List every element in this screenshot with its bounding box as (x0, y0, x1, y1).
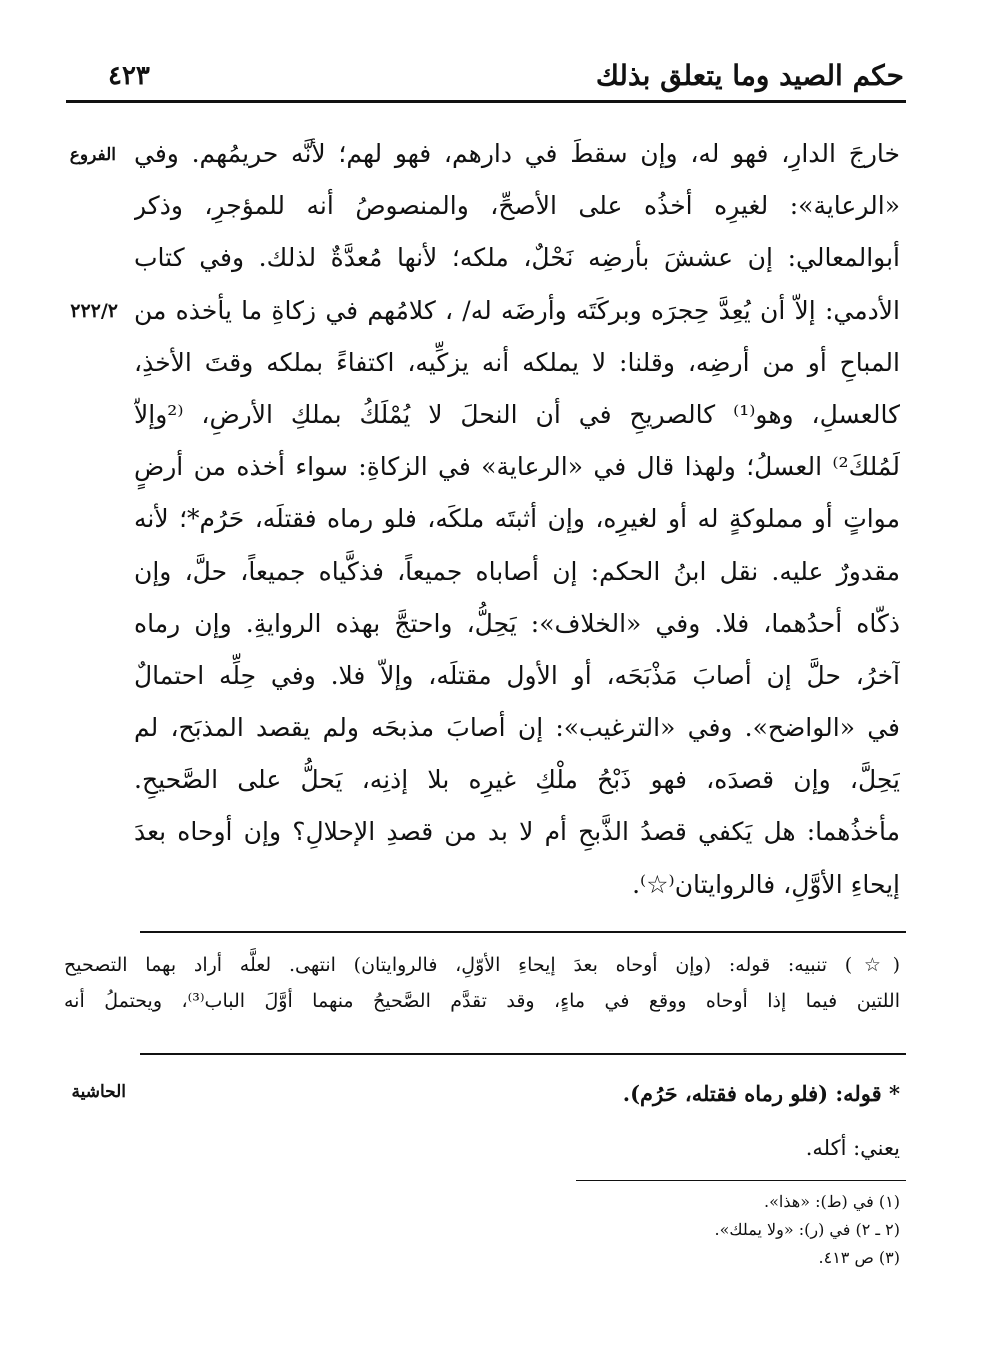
page-number: ٤٢٣ (108, 61, 150, 91)
main-text-line: مقدورٌ عليه. نقل ابنُ الحكم: إن أصاباه جميعاً، فذكَّياه جميعاً، حلَّ، وإن (134, 556, 900, 586)
main-text-line: المباحِ أو من أرضِه، وقلنا: لا يملكه أنه يزكِّيه، اكتفاءً بملكه وقتَ الأخذِ، (134, 347, 900, 377)
section-divider (140, 1053, 906, 1055)
footnote: (٣) ص ٤١٣. (818, 1248, 900, 1267)
section-divider (140, 931, 906, 933)
running-header-title: حكم الصيد وما يتعلق بذلك (595, 59, 904, 92)
margin-label-furu: الفروع (69, 145, 116, 165)
main-text-line: لَمُلكَ²⁾ العسلُ؛ ولهذا قال في «الرعاية» في الزكاةِ: سواء أخذه من أرضٍ (134, 452, 900, 482)
main-text-line: مأخذُهما: هل يَكفي قصدُ الذَّبحِ أم لا بد من قصدِ الإحلالِ؟ وإن أوحاه بعدَ (134, 817, 900, 847)
footnote: (١) في (ط): «هذا». (764, 1192, 900, 1211)
tanbih-note (64, 947, 900, 1019)
footnote-divider (576, 1180, 906, 1181)
margin-label-hashiya: الحاشية (71, 1082, 126, 1102)
main-text-line: كالعسلِ، وهو⁽¹⁾ كالصريحِ في أن النحلَ لا يُمْلَكُ بملكِ الأرضِ، ⁽²وإلاّ (134, 399, 900, 429)
tanbih-line: اللتين فيما إذا أوحاه ووقع في ماءٍ، وقد تقدَّم الصَّحيحُ منهما أوَّلَ الباب⁽³⁾، ويحتملُ أنه (64, 990, 900, 1012)
main-text-line: آخرُ، حلَّ إن أصابَ مَذْبَحَه، أو الأول مقتلَه، وإلاّ فلا. وفي حِلِّه احتمالٌ (134, 660, 900, 690)
hashiya-explanation: يعني: أكله. (805, 1136, 900, 1160)
main-text-line: الأدمي: إلاّ أن يُعِدَّ حِجرَه وبركَتَه وأرضَه له/ ، كلامُهم في زكاةِ ما يأخذه من (134, 295, 900, 325)
footnotes (200, 1188, 900, 1272)
main-text-line: «الرعاية»: لغيرِه أخذُه على الأصحِّ، والمنصوصُ أنه للمؤجرِ، وذكر (134, 191, 900, 221)
hashiya-quote: * قوله: (فلو رماه فقتله، حَرُم). (622, 1081, 900, 1106)
footnote: (٢ ـ ٢) في (ر): «ولا يملك». (714, 1220, 900, 1239)
main-text-line: ذكّاه أحدُهما، فلا. وفي «الخلاف»: يَحِلُّ، واحتجَّ بهذه الروايةِ. وإن رماه (134, 608, 900, 638)
main-text-line: إيحاءِ الأوَّلِ، فالروايتان⁽☆⁾. (632, 869, 900, 899)
main-text-line: يَحِلَّ، وإن قصدَه، فهو ذَبْحُ ملْكِ غيرِه بلا إذنِه، يَحلُّ على الصَّحيحِ. (134, 765, 900, 795)
volume-page-reference: ٢٢٢/٢ (70, 300, 118, 322)
header-rule (66, 100, 906, 103)
main-text-line: أبوالمعالي: إن عششَ بأرضِه نَحْلٌ، ملكه؛ لأنها مُعدَّةٌ لذلك. وفي كتاب (134, 243, 900, 273)
tanbih-line: (☆) تنبيه: قوله: (وإن أوحاه بعدَ إيحاءِ الأوّلِ، فالروايتان) انتهى. لعلَّه أراد بهما التصحيح (64, 954, 900, 976)
main-text-line: في «الواضح». وفي «الترغيب»: إن أصابَ مذبحَه ولم يقصد المذبَح، لم (134, 713, 900, 743)
main-text-line: خارجَ الدارِ، فهو له، وإن سقطَ في دارهم، فهو لهم؛ لأنَّه حريمُهم. وفي (134, 139, 900, 168)
main-text (134, 128, 900, 911)
main-text-line: مواتٍ أو مملوكةٍ له أو لغيرِه، وإن أثبتَه ملكَه، فلو رماه فقتلَه، حَرُم*؛ لأنه (134, 504, 900, 534)
